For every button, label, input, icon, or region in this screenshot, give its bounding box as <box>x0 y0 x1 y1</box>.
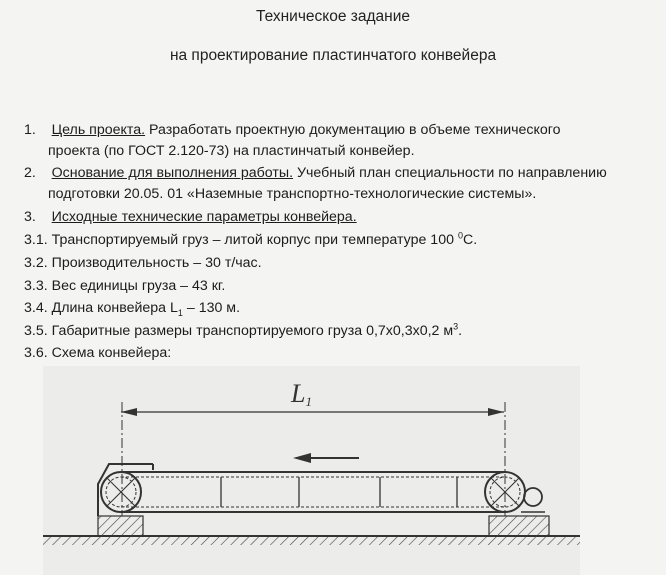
document-subtitle: на проектирование пластинчатого конвейера <box>169 47 497 64</box>
param-3-3-number: 3.3. <box>24 278 48 294</box>
param-3-5 <box>24 322 462 341</box>
param-3-5-tail: . <box>458 323 463 339</box>
param-3-5-number: 3.5. <box>24 323 48 339</box>
document-title: Техническое задание <box>255 8 411 25</box>
item-1-label: Цель проекта. <box>51 122 146 138</box>
item-2-line1 <box>24 164 607 183</box>
tensioner-wheel <box>524 488 542 506</box>
item-1-text: Разработать проектную документацию в объеме технического <box>149 122 561 138</box>
param-3-4-sub: 1 <box>177 307 183 318</box>
item-2-label: Основание для выполнения работы. <box>51 165 294 181</box>
item-2-line2: подготовки 20.05. 01 «Наземные транспортно-технологические системы». <box>48 186 537 202</box>
param-3-4-number: 3.4. <box>24 300 48 316</box>
item-3-line <box>24 208 357 227</box>
item-2-number: 2. <box>24 165 36 181</box>
param-3-3 <box>24 277 225 296</box>
ground-hatching <box>43 537 580 545</box>
dimension-label: L1 <box>291 379 312 409</box>
param-3-1-sup: 0 <box>457 230 463 241</box>
conveyor-scheme <box>43 366 580 575</box>
param-3-2-text: Производительность – 30 т/час. <box>51 255 262 271</box>
param-3-1-text: Транспортируемый груз – литой корпус при температуре 100 <box>51 232 454 248</box>
param-3-5-text: Габаритные размеры транспортируемого груза 0,7х0,3х0,2 м <box>51 323 454 339</box>
param-3-2-number: 3.2. <box>24 255 48 271</box>
item-3-label: Исходные технические параметры конвейера. <box>51 209 357 225</box>
param-3-4 <box>24 299 240 318</box>
param-3-1-number: 3.1. <box>24 232 48 248</box>
item-1-line1 <box>24 121 561 140</box>
item-1-line2: проекта (по ГОСТ 2.120-73) на пластинчатый конвейер. <box>48 143 415 159</box>
param-3-1 <box>24 231 477 250</box>
item-1-number: 1. <box>24 122 36 138</box>
param-3-3-text: Вес единицы груза – 43 кг. <box>51 278 226 294</box>
item-2-text: Учебный план специальности по направлению <box>296 165 607 181</box>
param-3-1-tail: С. <box>462 232 478 248</box>
param-3-6-text: Схема конвейера: <box>51 345 172 361</box>
param-3-6-number: 3.6. <box>24 345 48 361</box>
param-3-4-text: Длина конвейера L <box>51 300 178 316</box>
param-3-2 <box>24 254 262 273</box>
conveyor-drawing <box>43 366 580 575</box>
param-3-6 <box>24 344 171 363</box>
item-3-number: 3. <box>24 209 36 225</box>
param-3-4-tail: – 130 м. <box>182 300 241 316</box>
param-3-5-sup: 3 <box>453 321 459 332</box>
